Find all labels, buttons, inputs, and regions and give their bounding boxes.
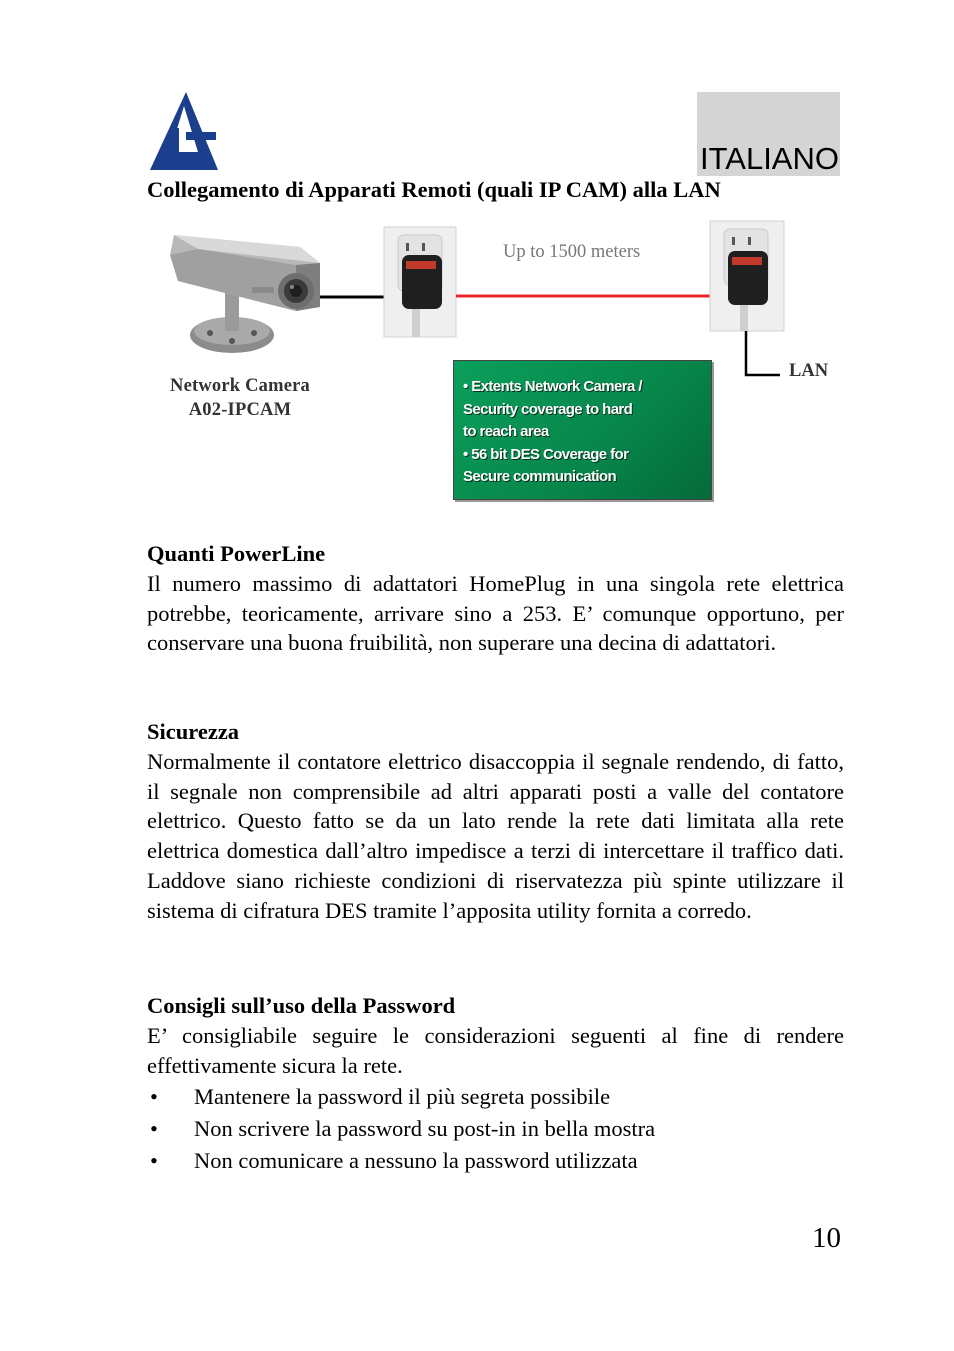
section-heading: Consigli sull’uso della Password	[147, 993, 456, 1018]
list-item	[147, 1113, 844, 1145]
list-item-text: Non comunicare a nessuno la password utilizzata	[194, 1148, 638, 1173]
list-item	[147, 1081, 844, 1113]
password-tips-list	[147, 1081, 844, 1177]
page-title: Collegamento di Apparati Remoti (quali IP CAM) alla LAN	[147, 177, 721, 202]
callout-line: Security coverage to hard	[463, 400, 633, 418]
atlantis-logo-icon	[146, 92, 220, 170]
section-body: Il numero massimo di adattatori HomePlug in una singola rete elettrica potrebbe, teoricamente, arrivare sino a 253. E’ comunque opportuno, per conservare una buona fruibilità, non superare una decina di adattatori.	[147, 570, 844, 656]
language-tab	[697, 92, 840, 176]
distance-label: Up to 1500 meters	[503, 242, 641, 262]
language-label: ITALIANO	[700, 141, 839, 176]
section-body: E’ consigliabile seguire le considerazioni seguenti al fine di rendere effettivamente sicura la rete.	[147, 1022, 844, 1078]
lan-label: LAN	[789, 361, 829, 381]
section-heading: Quanti PowerLine	[147, 541, 326, 566]
bullet-icon: •	[150, 1084, 158, 1109]
bullet-icon: •	[150, 1148, 158, 1173]
powerline-adapter-icon	[384, 227, 456, 337]
list-item-text: Non scrivere la password su post-in in bella mostra	[194, 1116, 656, 1141]
section-heading: Sicurezza	[147, 719, 240, 744]
bullet-icon: •	[150, 1116, 158, 1141]
callout-line: • Extents Network Camera /	[463, 378, 642, 395]
list-item	[147, 1145, 844, 1177]
section-password	[147, 991, 844, 1080]
camera-label-model: A02-IPCAM	[188, 400, 292, 420]
callout-line: to reach area	[463, 423, 549, 440]
camera-label	[150, 374, 330, 422]
feature-callout	[453, 360, 712, 500]
powerline-adapter-icon	[710, 221, 784, 331]
section-powerline	[147, 539, 844, 658]
callout-line: Secure communication	[463, 468, 617, 485]
page-number: 10	[812, 1222, 841, 1254]
callout-line: • 56 bit DES Coverage for	[463, 445, 629, 463]
section-security	[147, 717, 844, 926]
section-body: Normalmente il contatore elettrico disaccoppia il segnale rendendo, di fatto, il segnale non comprensibile ad altri apparati posti a valle del contatore elettrico. Questo fatto se da un lato rende la rete dati limitata alla rete elettrica domestica dall’altro impedisce a terzi di intercettare il traffico dati. Laddove siano richieste condizioni di riservatezza più spinte utilizzare il sistema di cifratura DES tramite l’apposita utility fornita a corredo.	[147, 748, 844, 923]
list-item-text: Mantenere la password il più segreta possibile	[194, 1084, 611, 1109]
ip-camera-icon	[170, 235, 320, 353]
camera-label-name: Network Camera	[170, 376, 310, 396]
